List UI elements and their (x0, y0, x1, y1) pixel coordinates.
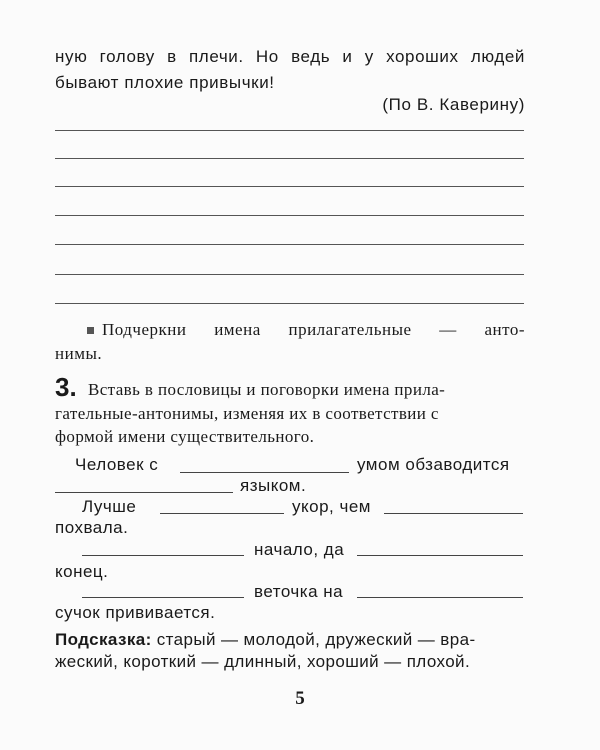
hint-text-2: жеский, короткий — длинный, хороший — плохой. (55, 652, 471, 671)
square-bullet-icon (87, 327, 94, 334)
writing-line[interactable] (55, 130, 524, 131)
page-number: 5 (295, 688, 305, 709)
writing-line[interactable] (55, 274, 524, 275)
exercise-number: 3. (55, 372, 77, 402)
passage-attribution: (По В. Каверину) (382, 95, 525, 114)
exercise-instruction-line-1: Вставь в пословицы и поговорки имена прила- (88, 380, 446, 399)
proverb-2-end: похвала. (55, 518, 129, 537)
answer-blank[interactable] (82, 597, 244, 598)
hint-line-1 (55, 630, 476, 650)
answer-blank[interactable] (55, 492, 233, 493)
answer-blank[interactable] (384, 513, 523, 514)
writing-line[interactable] (55, 215, 524, 216)
proverb-2-start: Лучше (82, 497, 137, 516)
answer-blank[interactable] (82, 555, 244, 556)
proverb-1-end: языком. (240, 476, 307, 495)
exercise-instruction-line-3: формой имени существительного. (55, 427, 315, 446)
proverb-1-start: Человек с (75, 455, 159, 474)
writing-line[interactable] (55, 186, 524, 187)
passage-line-1: ную голову в плечи. Но ведь и у хороших людей (55, 47, 525, 66)
proverb-3-middle: начало, да (254, 540, 345, 559)
writing-line[interactable] (55, 158, 524, 159)
exercise-instruction-line-2: гательные-антонимы, изменяя их в соответствии с (55, 404, 439, 423)
hint-text-1: старый — молодой, дружеский — вра- (156, 630, 476, 649)
proverb-3-end: конец. (55, 562, 109, 581)
answer-blank[interactable] (357, 555, 523, 556)
proverb-4-middle: веточка на (254, 582, 344, 601)
writing-line[interactable] (55, 303, 524, 304)
proverb-2-middle: укор, чем (292, 497, 371, 516)
writing-line[interactable] (55, 244, 524, 245)
task-note-line-1: Подчеркни имена прилагательные — анто- (102, 320, 525, 339)
answer-blank[interactable] (180, 472, 349, 473)
hint-label: Подсказка: (55, 630, 152, 649)
proverb-1-middle: умом обзаводится (357, 455, 510, 474)
proverb-4-end: сучок прививается. (55, 603, 216, 622)
answer-blank[interactable] (357, 597, 523, 598)
task-note-line-2: нимы. (55, 344, 103, 363)
answer-blank[interactable] (160, 513, 284, 514)
passage-line-2: бывают плохие привычки! (55, 73, 275, 92)
